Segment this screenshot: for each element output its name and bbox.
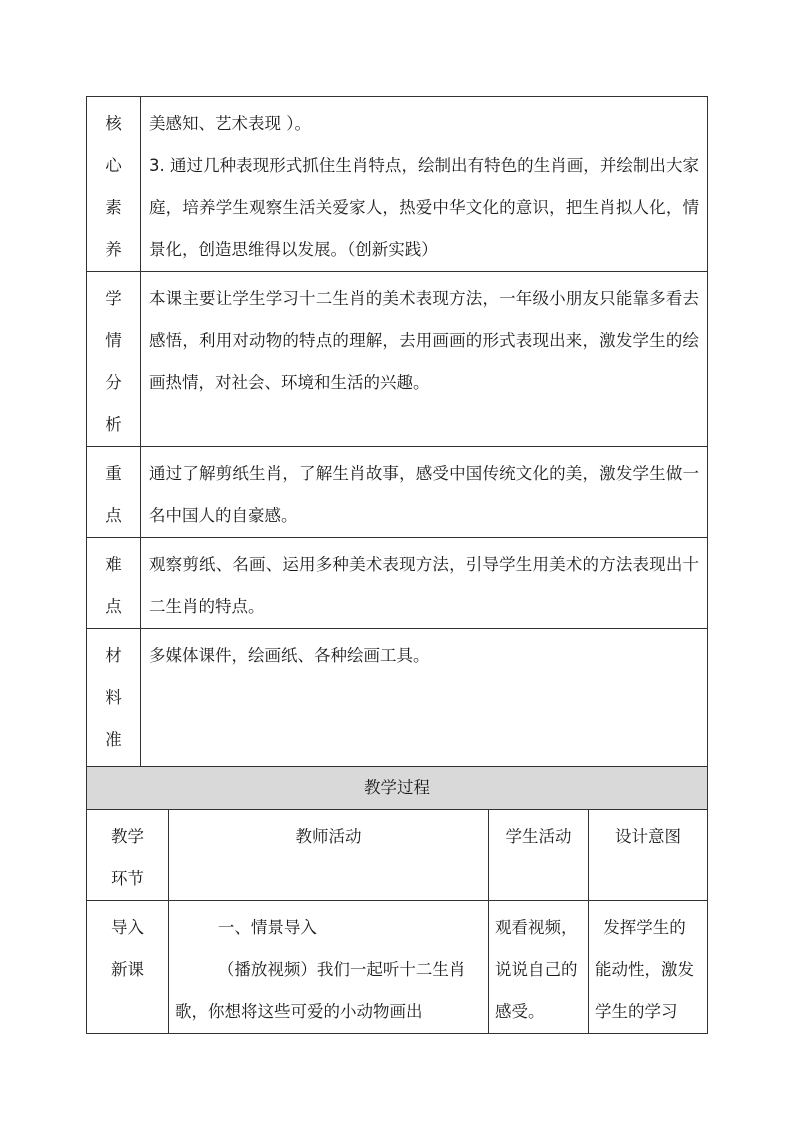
content-paragraph: 3. 通过几种表现形式抓住生肖特点，绘制出有特色的生肖画，并绘制出大家庭，培养学生观察生活关爱家人，热爱中华文化的意识，把生肖拟人化，情景化，创造思维得以发展。（创新实践） <box>149 156 699 259</box>
process-row-intro <box>87 901 708 1034</box>
student-activity-intro <box>489 901 589 1034</box>
label-char: 料 <box>105 688 122 707</box>
label-char: 点 <box>105 506 122 525</box>
header-teacher-activity: 教师活动 <box>169 810 489 901</box>
label-char: 准 <box>105 730 122 749</box>
stage-intro <box>87 901 169 1034</box>
table-row-difficulties <box>87 538 708 629</box>
row-label-learning-analysis <box>87 272 141 447</box>
content-paragraph: 多媒体课件，绘画纸、各种绘画工具。 <box>149 646 430 665</box>
upper-info-table <box>86 96 708 804</box>
stage-line: 导入 <box>111 918 144 937</box>
table-row-core-literacy <box>87 97 708 272</box>
teacher-heading: 一、情景导入 <box>217 918 317 937</box>
process-title-row <box>87 767 708 810</box>
design-text: 发挥学生的能动性，激发学生的学习 <box>595 918 694 1021</box>
label-char: 重 <box>105 464 122 483</box>
process-header-row <box>87 810 708 901</box>
header-stage <box>87 810 169 901</box>
label-char: 分 <box>105 373 122 392</box>
row-label-difficulties <box>87 538 141 629</box>
label-char: 情 <box>105 331 122 350</box>
teacher-activity-intro <box>169 901 489 1034</box>
content-paragraph: 观察剪纸、名画、运用多种美术表现方法，引导学生用美术的方法表现出十二生肖的特点。 <box>149 555 699 616</box>
label-char: 析 <box>105 415 122 434</box>
content-paragraph: 本课主要让学生学习十二生肖的美术表现方法，一年级小朋友只能靠多看去感悟，利用对动物的特点的理解，去用画画的形式表现出来，激发学生的绘画热情，对社会、环境和生活的兴趣。 <box>149 289 699 392</box>
student-text: 观看视频，说说自己的感受。 <box>495 918 578 1021</box>
teaching-process-table <box>86 766 708 1034</box>
header-student-activity: 学生活动 <box>489 810 589 901</box>
teacher-text: （播放视频）我们一起听十二生肖歌，你想将这些可爱的小动物画出 <box>175 960 466 1021</box>
label-char: 养 <box>105 240 122 259</box>
header-design-intent: 设计意图 <box>589 810 708 901</box>
row-label-core-literacy <box>87 97 141 272</box>
row-content-learning-analysis <box>141 272 708 447</box>
header-stage-line: 教学 <box>111 827 144 846</box>
header-stage-line: 环节 <box>111 869 144 888</box>
label-char: 核 <box>105 114 122 133</box>
label-char: 难 <box>105 555 122 574</box>
process-title: 教学过程 <box>87 767 708 810</box>
row-label-key-points <box>87 447 141 538</box>
content-line: 美感知、艺术表现 ）。 <box>149 114 311 133</box>
design-intent-intro <box>589 901 708 1034</box>
label-char: 心 <box>105 156 122 175</box>
row-content-key-points <box>141 447 708 538</box>
label-char: 材 <box>105 646 122 665</box>
table-row-key-points <box>87 447 708 538</box>
content-paragraph: 通过了解剪纸生肖，了解生肖故事，感受中国传统文化的美，激发学生做一名中国人的自豪感。 <box>149 464 699 525</box>
label-char: 素 <box>105 198 122 217</box>
table-row-learning-analysis <box>87 272 708 447</box>
stage-line: 新课 <box>111 960 144 979</box>
row-content-difficulties <box>141 538 708 629</box>
label-char: 学 <box>105 289 122 308</box>
row-content-core-literacy <box>141 97 708 272</box>
label-char: 点 <box>105 597 122 616</box>
